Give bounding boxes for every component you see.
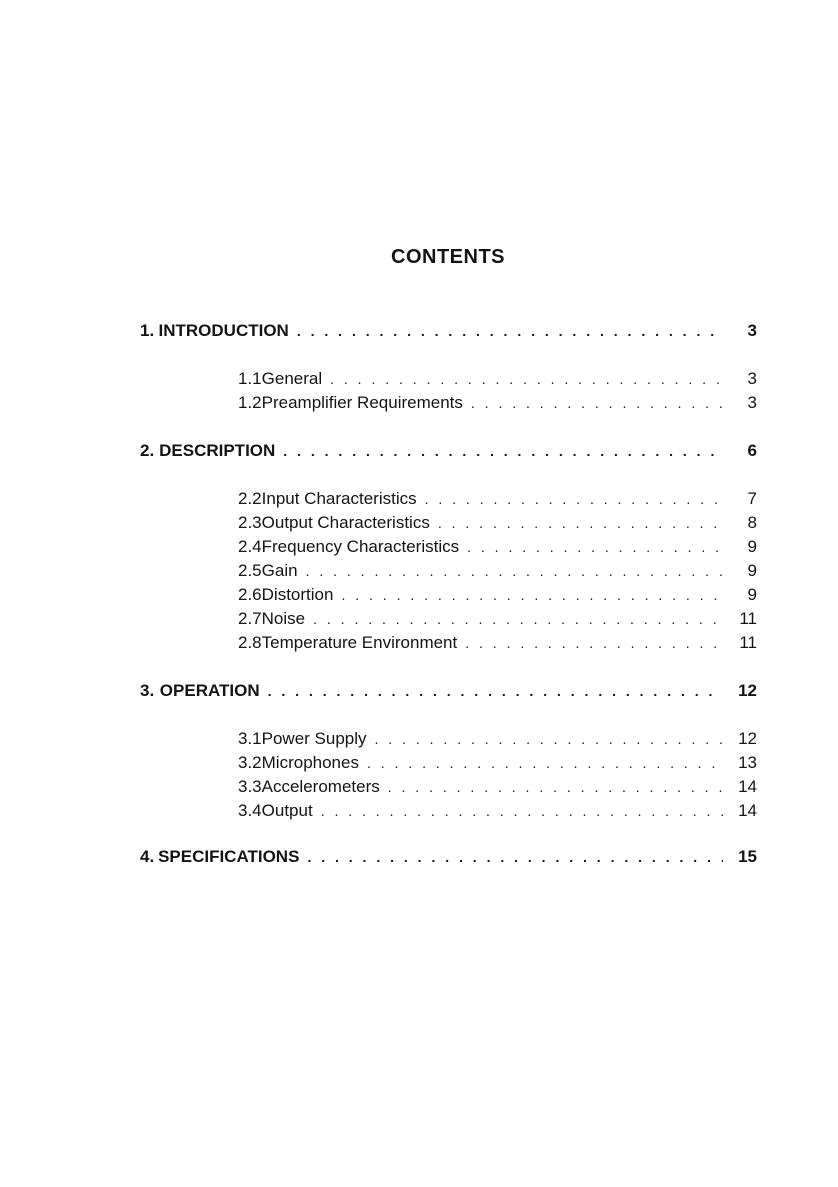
toc-item[interactable] — [238, 776, 757, 798]
dot-leader — [268, 680, 723, 702]
page-number: 7 — [747, 489, 757, 508]
dot-leader — [283, 440, 723, 462]
item-number: 2.5 — [238, 561, 262, 580]
section-number: 2. — [140, 441, 155, 460]
item-title: Output Characteristics — [261, 513, 430, 532]
item-number: 2.7 — [238, 609, 262, 628]
toc-item[interactable] — [238, 800, 757, 822]
item-number: 3.1 — [238, 729, 262, 748]
item-number: 1.1 — [238, 369, 262, 388]
item-number: 2.8 — [238, 633, 262, 652]
dot-leader — [306, 560, 723, 582]
toc-item[interactable] — [238, 560, 757, 582]
item-title: General — [261, 369, 323, 388]
item-title: Input Characteristics — [261, 489, 417, 508]
item-title: Noise — [261, 609, 306, 628]
item-number: 3.3 — [238, 777, 262, 796]
page-number: 3 — [747, 369, 757, 388]
toc-item[interactable] — [238, 512, 757, 534]
section-title: INTRODUCTION — [158, 321, 289, 340]
page-number: 14 — [738, 801, 757, 820]
dot-leader — [321, 800, 723, 822]
page-number: 12 — [738, 681, 757, 700]
item-number: 3.2 — [238, 753, 262, 772]
item-title: Preamplifier Requirements — [261, 393, 463, 412]
dot-leader — [367, 752, 723, 774]
item-number: 2.4 — [238, 537, 262, 556]
dot-leader — [438, 512, 723, 534]
toc-section[interactable] — [140, 846, 757, 868]
toc-section[interactable] — [140, 680, 757, 702]
page-number: 11 — [739, 633, 757, 652]
item-number: 2.2 — [238, 489, 262, 508]
item-number: 1.2 — [238, 393, 262, 412]
page-number: 9 — [747, 537, 757, 556]
dot-leader — [471, 392, 723, 414]
page-title: CONTENTS — [391, 246, 505, 268]
toc-item[interactable] — [238, 368, 757, 390]
page-number: 11 — [739, 609, 757, 628]
item-title: Accelerometers — [261, 777, 380, 796]
item-title: Power Supply — [261, 729, 367, 748]
section-number: 4. — [140, 847, 155, 866]
item-number: 2.3 — [238, 513, 262, 532]
page-number: 8 — [747, 513, 757, 532]
toc-item[interactable] — [238, 392, 757, 414]
page-number: 14 — [738, 777, 757, 796]
page-number: 3 — [747, 393, 757, 412]
toc-section[interactable] — [140, 440, 757, 462]
toc-item[interactable] — [238, 584, 757, 606]
item-title: Gain — [261, 561, 298, 580]
dot-leader — [297, 320, 723, 342]
page-number: 6 — [747, 441, 757, 460]
dot-leader — [375, 728, 723, 750]
toc-item[interactable] — [238, 536, 757, 558]
dot-leader — [425, 488, 723, 510]
item-title: Temperature Environment — [261, 633, 458, 652]
dot-leader — [307, 846, 723, 868]
dot-leader — [388, 776, 723, 798]
toc-item[interactable] — [238, 632, 757, 654]
page-number: 15 — [738, 847, 757, 866]
toc-item[interactable] — [238, 728, 757, 750]
page-number: 3 — [747, 321, 757, 340]
toc-item[interactable] — [238, 608, 757, 630]
page-number: 13 — [738, 753, 757, 772]
section-number: 3. — [140, 681, 155, 700]
section-title: DESCRIPTION — [159, 441, 276, 460]
dot-leader — [341, 584, 723, 606]
item-title: Output — [261, 801, 313, 820]
toc-section[interactable] — [140, 320, 757, 342]
page-number: 9 — [747, 561, 757, 580]
section-title: SPECIFICATIONS — [158, 847, 300, 866]
page-number: 9 — [747, 585, 757, 604]
toc-item[interactable] — [238, 752, 757, 774]
page-number: 12 — [738, 729, 757, 748]
dot-leader — [467, 536, 723, 558]
dot-leader — [465, 632, 723, 654]
item-title: Frequency Characteristics — [261, 537, 460, 556]
dot-leader — [330, 368, 723, 390]
item-number: 2.6 — [238, 585, 262, 604]
item-title: Microphones — [261, 753, 359, 772]
toc-item[interactable] — [238, 488, 757, 510]
section-title: OPERATION — [159, 681, 260, 700]
item-number: 3.4 — [238, 801, 262, 820]
dot-leader — [313, 608, 723, 630]
section-number: 1. — [140, 321, 155, 340]
item-title: Distortion — [261, 585, 334, 604]
